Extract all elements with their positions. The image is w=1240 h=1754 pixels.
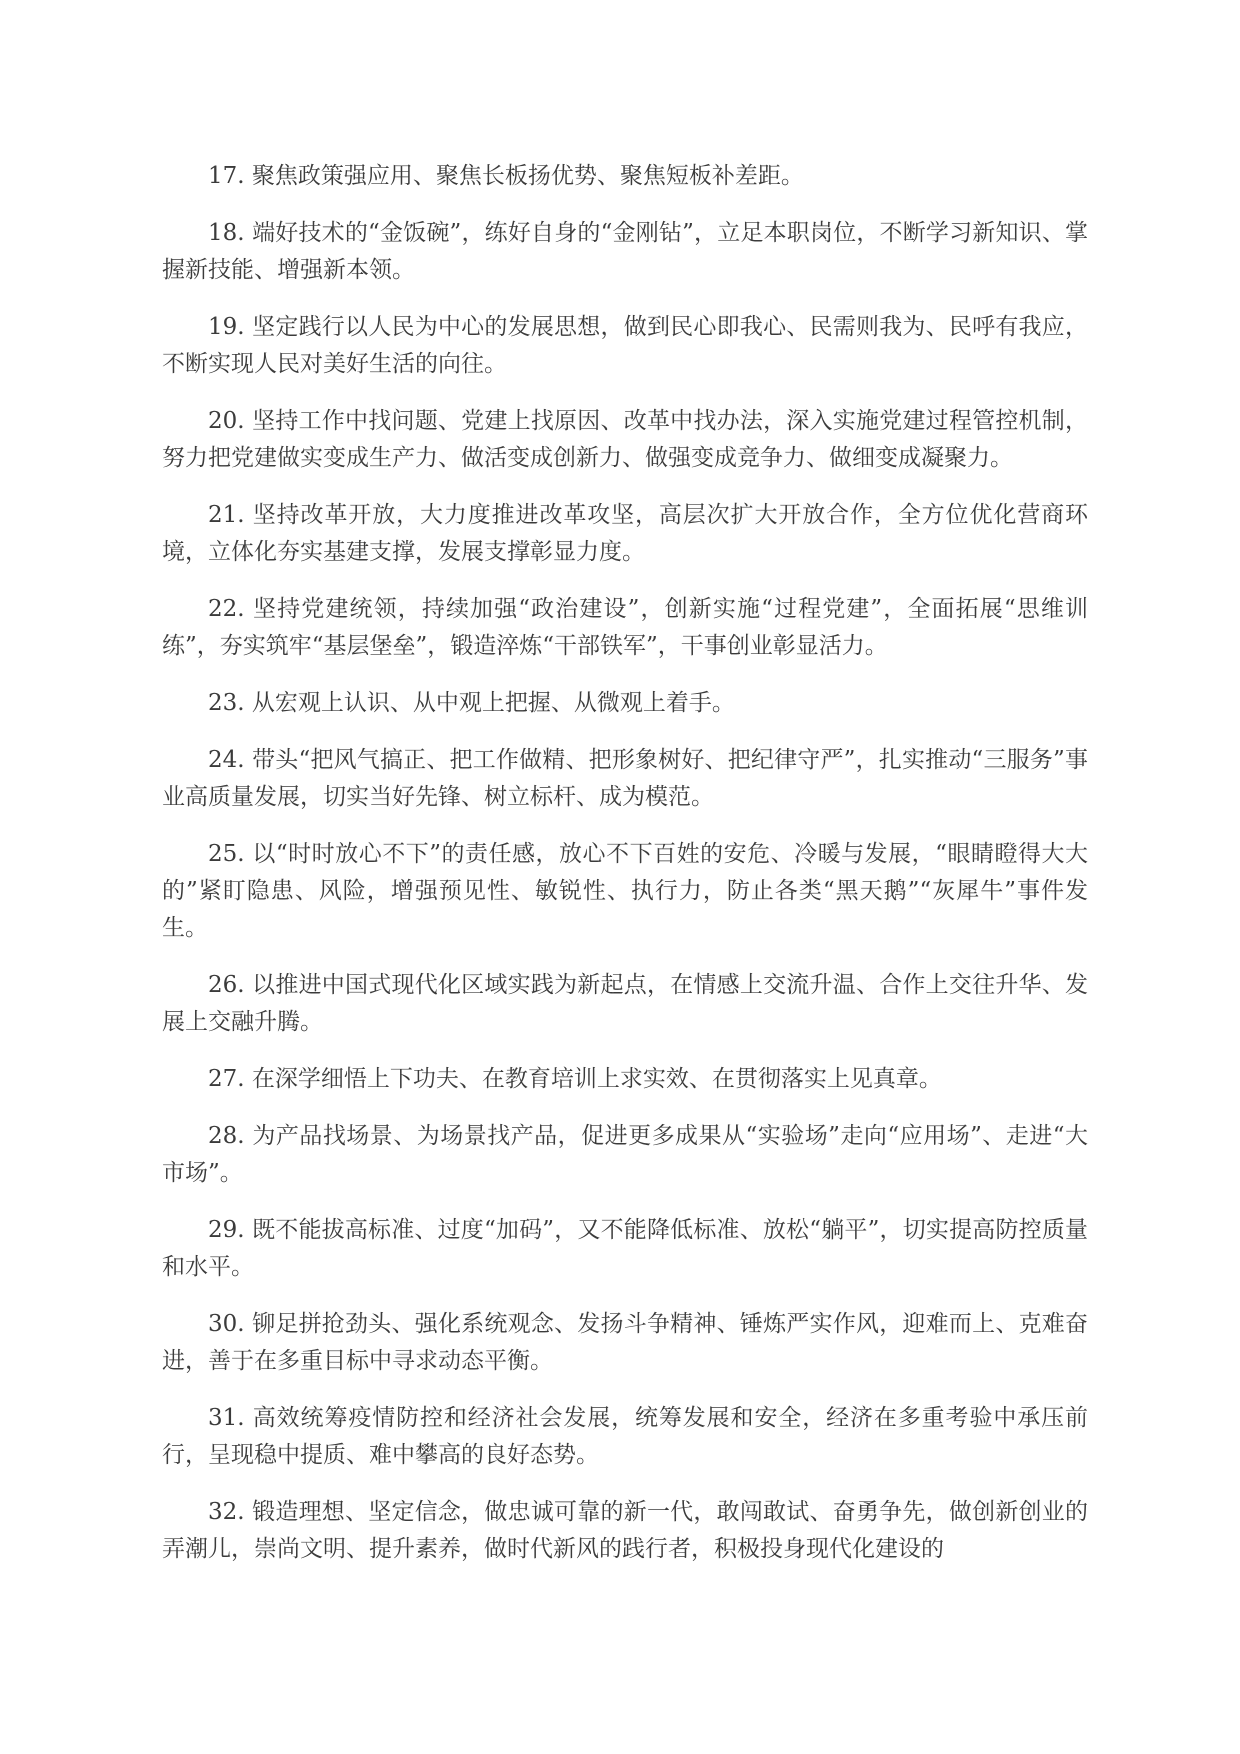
paragraph-31: 31. 高效统筹疫情防控和经济社会发展，统筹发展和安全，经济在多重考验中承压前行，呈现稳中提质、难中攀高的良好态势。 — [162, 1405, 1088, 1468]
paragraph-21: 21. 坚持改革开放，大力度推进改革攻坚，高层次扩大开放合作，全方位优化营商环境，立体化夯实基建支撑，发展支撑彰显力度。 — [162, 502, 1088, 565]
paragraph-22: 22. 坚持党建统领，持续加强“政治建设”，创新实施“过程党建”，全面拓展“思维训练”，夯实筑牢“基层堡垒”，锻造淬炼“干部铁军”，干事创业彰显活力。 — [162, 596, 1088, 659]
paragraph-23: 23. 从宏观上认识、从中观上把握、从微观上着手。 — [208, 690, 735, 716]
paragraph-26: 26. 以推进中国式现代化区域实践为新起点，在情感上交流升温、合作上交往升华、发展上交融升腾。 — [162, 972, 1088, 1035]
paragraph-17: 17. 聚焦政策强应用、聚焦长板扬优势、聚焦短板补差距。 — [208, 163, 804, 189]
paragraph-29: 29. 既不能拔高标准、过度“加码”，又不能降低标准、放松“躺平”，切实提高防控质量和水平。 — [162, 1217, 1088, 1280]
paragraph-28: 28. 为产品找场景、为场景找产品，促进更多成果从“实验场”走向“应用场”、走进“大市场”。 — [162, 1123, 1088, 1186]
paragraph-32: 32. 锻造理想、坚定信念，做忠诚可靠的新一代，敢闯敢试、奋勇争先，做创新创业的弄潮儿，崇尚文明、提升素养，做时代新风的践行者，积极投身现代化建设的 — [162, 1499, 1088, 1562]
paragraph-20: 20. 坚持工作中找问题、党建上找原因、改革中找办法，深入实施党建过程管控机制，努力把党建做实变成生产力、做活变成创新力、做强变成竞争力、做细变成凝聚力。 — [162, 408, 1088, 471]
paragraph-27: 27. 在深学细悟上下功夫、在教育培训上求实效、在贯彻落实上见真章。 — [208, 1066, 942, 1092]
document-body — [162, 158, 1088, 1588]
paragraph-25: 25. 以“时时放心不下”的责任感，放心不下百姓的安危、冷暖与发展，“眼睛瞪得大大的”紧盯隐患、风险，增强预见性、敏锐性、执行力，防止各类“黑天鹅”“灰犀牛”事件发生。 — [162, 841, 1088, 941]
paragraph-24: 24. 带头“把风气搞正、把工作做精、把形象树好、把纪律守严”，扎实推动“三服务”事业高质量发展，切实当好先锋、树立标杆、成为模范。 — [162, 747, 1088, 810]
paragraph-19: 19. 坚定践行以人民为中心的发展思想，做到民心即我心、民需则我为、民呼有我应，不断实现人民对美好生活的向往。 — [162, 314, 1088, 377]
paragraph-30: 30. 铆足拼抢劲头、强化系统观念、发扬斗争精神、锤炼严实作风，迎难而上、克难奋进，善于在多重目标中寻求动态平衡。 — [162, 1311, 1088, 1374]
paragraph-18: 18. 端好技术的“金饭碗”，练好自身的“金刚钻”，立足本职岗位，不断学习新知识、掌握新技能、增强新本领。 — [162, 220, 1088, 283]
